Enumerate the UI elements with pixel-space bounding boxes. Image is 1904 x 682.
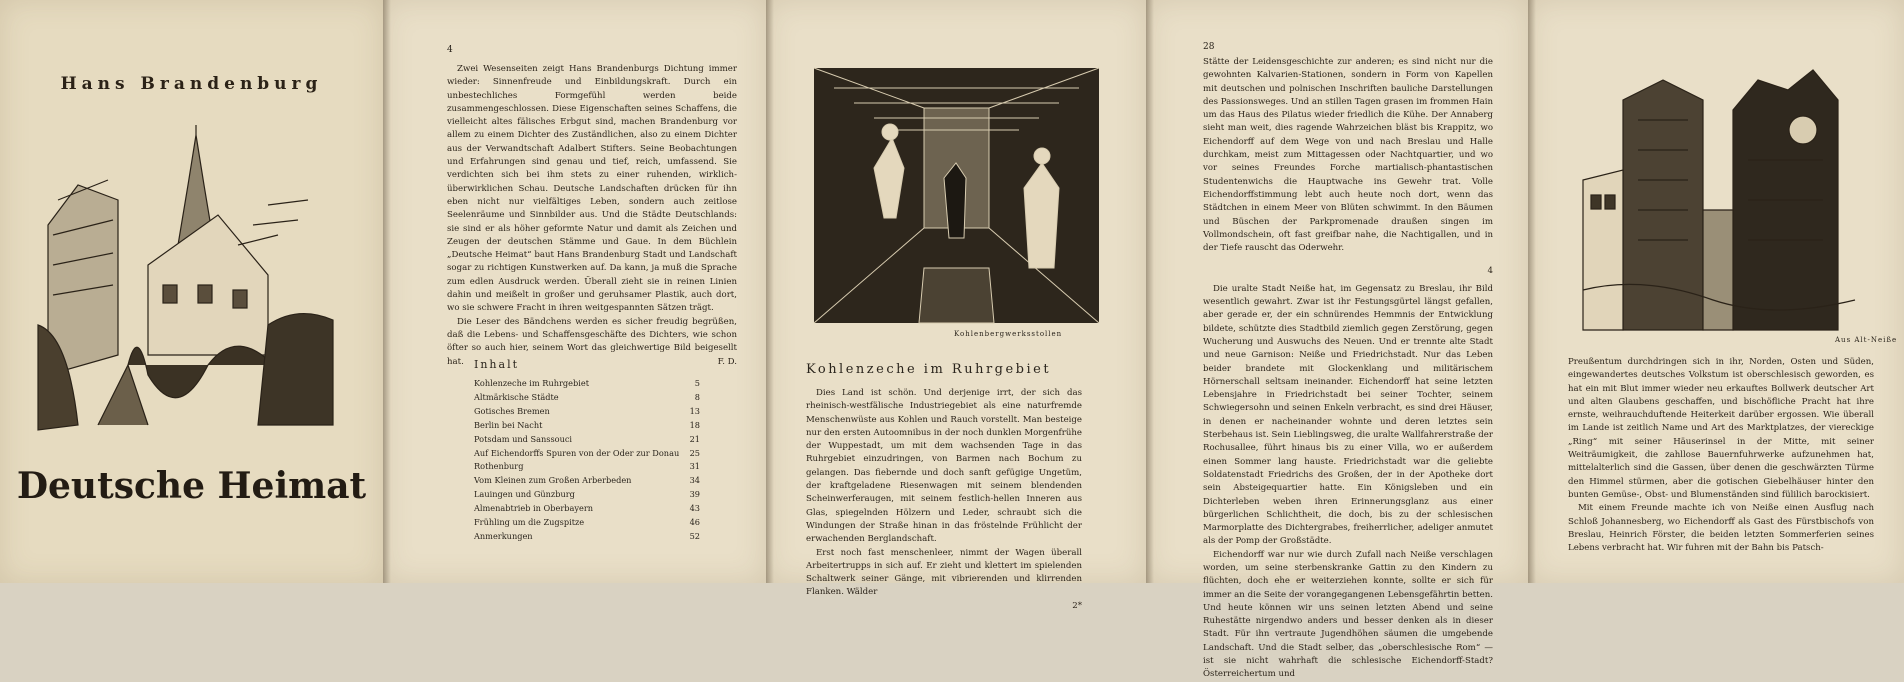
page-28-paragraph: Stätte der Leidensgeschichte zur anderen; es sind nicht nur die gewohnten Kalvarien-Stationen, sondern in Form von Kapellen mit deutschen und polnischen Inschriften bauliche Darstellungen des Passionsweges. Und an stillen Tagen grasen im frommen Hain um das Haus des Pilatus wieder friedlich die Kühe. Der Annaberg sieht man weit, dies ragende Wahrzeichen bläst bis Krappitz, wo Eichendorff auf dem Wege von und nach Breslau und Halle durchkam, meist zum Mittagessen oder Nachtquartier, und wo vor seines Freundes Forche martialisch-phantastischen Studentenwichs die Hauptwache ins Gewehr trat. Volle Eichendorffstimmung lebt auch heute noch dort, wenn das Städtchen in einem Meer von Blüten schwimmt. In den Bäumen und Büschen der Parkpromenade draußen singen im Vollmondschein, oft fast greifbar nahe, die Nachtigallen, und in der Tiefe rauscht das Oderwehr. xyxy=(1203,57,1493,254)
page-fold xyxy=(383,0,391,583)
page-28-text xyxy=(1203,56,1493,682)
toc-page: 18 xyxy=(689,419,700,430)
toc-page: 21 xyxy=(689,433,700,444)
toc-page: 34 xyxy=(689,475,700,486)
page-fold xyxy=(766,0,774,583)
table-of-contents xyxy=(474,377,700,544)
toc-title: Frühling um die Zugspitze xyxy=(474,517,585,528)
cover-page xyxy=(0,0,383,583)
toc-row xyxy=(474,516,700,530)
neisse-text xyxy=(1568,356,1874,555)
toc-row xyxy=(474,405,700,419)
toc-page: 52 xyxy=(689,530,700,541)
toc-page: 46 xyxy=(689,517,700,528)
page-fold xyxy=(1146,0,1154,583)
toc-row xyxy=(474,433,700,447)
toc-row xyxy=(474,530,700,544)
toc-page: 39 xyxy=(689,489,700,500)
toc-title: Vom Kleinen zum Großen Arberbeden xyxy=(474,475,632,486)
page-number: 28 xyxy=(1203,42,1215,52)
toc-title: Anmerkungen xyxy=(474,530,533,541)
chapter-text xyxy=(806,387,1082,613)
toc-title: Potsdam und Sanssouci xyxy=(474,433,573,444)
toc-page: 25 xyxy=(689,447,700,458)
toc-title: Lauingen und Günzburg xyxy=(474,489,575,500)
toc-row xyxy=(474,391,700,405)
toc-title: Almenabtrieb in Oberbayern xyxy=(474,503,594,514)
toc-title: Kohlenzeche im Ruhrgebiet xyxy=(474,378,589,388)
page-number: 4 xyxy=(447,45,453,55)
neisse-town-illustration xyxy=(1583,60,1855,332)
chapter-paragraph: Dies Land ist schön. Und derjenige irrt, der sich das rheinisch-westfälische Industriegebiet als eine naturfremde Menschenwüste aus Kohlen und Rauch vorstellt. Man besteige nur den ersten Autoomnibus in der noch dunklen Morgenfrühe der Wuppestadt, um mit dem wachsenden Tage in das Ruhrgebiet einzudringen, von Barmen nach Bochum zu gelangen. Das fiebernde und doch sanft gefügige Ungetüm, der kraftgeladene Riesenwagen mit seinem blendenden Scheinwerferaugen, mit seinem festlich-hellen Inneren aus Glas, spiegelnden Hölzern und Leder, schraubt sich die Windungen der Straße hinan in das fröstelnde Frühlicht der erwachenden Berglandschaft. xyxy=(806,388,1082,545)
toc-row xyxy=(474,460,700,474)
toc-page: 5 xyxy=(694,378,700,388)
toc-row xyxy=(474,419,700,433)
toc-row xyxy=(474,474,700,488)
neisse-illustration-caption: Aus Alt-Neiße xyxy=(1835,336,1898,344)
toc-title: Berlin bei Nacht xyxy=(474,419,543,430)
page-28-paragraph-2: Die uralte Stadt Neiße hat, im Gegensatz zu Breslau, ihr Bild wesentlich gewahrt. Zwar ist ihr Festungsgürtel längst gefallen, aber gerade er, der ein schnürendes Hemmnis der Entwicklung bildete, schützte dies Stadtbild ziemlich gegen Zerstörung, gegen Wucherung und Auswuchs des Neuen. Und er trennte alte Stadt und neue Garnison: Neiße und Friedrichstadt. Nur das Leben beider brandete mit Glockenklang und militärischem Hörnerschall seltsam ineinander. Eichendorff hat seine letzten Lebensjahre in Friedrichstadt bei seiner Tochter, seinem Schwiegersohn und seinen Enkeln verbracht, es sind drei Häuser, in denen er nacheinander wohnte und deren letztes sein Sterbehaus ist. Sein Lieblingsweg, die uralte Wallfahrerstraße der Rochusallee, führt hinaus bis zu einer Villa, wo er außerdem einen Sommer lang hauste. Friedrichstadt war die geliebte Soldatenstadt Friedrichs des Großen, der in der Apotheke dort sein Absteigequartier hatte. Ein Königsleben und ein Dichterleben weben ihren Erinnerungsglanz aus einer bürgerlichen Schlichtheit, die doch, bis zu der schlesischen Marmorplatte des Dichtergrabes, freiherrlicher, adeliger anmutet als der Pomp der Großstädte. xyxy=(1203,283,1493,547)
neisse-paragraph: Preußentum durchdringen sich in ihr, Norden, Osten und Süden, eingewandertes deutsches Volkstum ist oberschlesisch geworden, es hat ein mit Blut immer wieder neu erkauftes Bollwerk deutscher Art und alten Glaubens geschaffen, und bischöfliche Pracht hat ihre ernste, weihrauchduftende Heiterkeit darüber ergossen. Wie überall im Lande ist zeitlich Name und Art des Marktplatzes, der viereckige „Ring“ mit seiner Häuserinsel in der Mitte, mit seiner Weiträumigkeit, die zahllose Bauernfuhrwerke aufzunehmen hat, mittelalterlich sind die Gassen, über denen die geschwärzten Türme den Himmel stürmen, aber die gotischen Giebelhäuser hinter den bunten Gemüse-, Obst- und Blumenständen sind fülilich barockisiert. xyxy=(1568,357,1874,500)
neisse-page xyxy=(1528,0,1904,583)
page-fold xyxy=(1528,0,1536,583)
catchword: 2* xyxy=(1072,600,1082,611)
toc-page: 13 xyxy=(689,405,700,416)
toc-heading: Inhalt xyxy=(474,358,520,371)
intro-signature: F. D. xyxy=(717,356,737,367)
cover-town-illustration xyxy=(38,125,338,430)
toc-row xyxy=(474,447,700,461)
section-mark: 4 xyxy=(1487,266,1493,277)
intro-paragraph-2-text: Die Leser des Bändchens werden es sicher freudig begrüßen, daß die Lebens- und Schaffensgeschäfte des Dichters, wie schon öfter so auch hier, seinem Wort das gleichwertige Bild beigesellt hat. xyxy=(447,316,737,367)
chapter-paragraph-2: Erst noch fast menschenleer, nimmt der Wagen überall Arbeitertrupps in sich auf. Er zieht und klettert im spielenden Schaltwerk seiner Gänge, mit vibrierenden und klirrenden Flanken. Wälder xyxy=(806,547,1082,598)
intro-text xyxy=(447,63,737,369)
page-28 xyxy=(1146,0,1528,680)
mine-tunnel-illustration xyxy=(814,68,1099,323)
toc-title: Gotisches Bremen xyxy=(474,405,550,416)
page-28-paragraph-3: Eichendorff war nur wie durch Zufall nach Neiße verschlagen worden, um seine sterbenskranke Gattin zu den Kindern zu flüchten, doch ehe er weiterziehen konnte, sollte er sich für immer an die Seite der vorangegangenen Lebensgefährtin betten. Und heute können wir uns seinen letzten Abend und seine Ruhestätte nirgendwo anders und besser denken als in dieser Stadt. Für ihn vertraute Jugendhöhen säumen die umgebende Landschaft. Und die Stadt selber, das „oberschlesische Rom“ — ist sie nicht wahrhaft die schlesische Eichendorff-Stadt? Österreichertum und xyxy=(1203,549,1493,680)
toc-row xyxy=(474,488,700,502)
toc-page: 43 xyxy=(689,503,700,514)
toc-title: Rothenburg xyxy=(474,461,524,472)
chapter-title: Kohlenzeche im Ruhrgebiet xyxy=(806,362,1052,377)
cover-title: Deutsche Heimat xyxy=(16,465,367,507)
neisse-paragraph-2: Mit einem Freunde machte ich von Neiße einen Ausflug nach Schloß Johannesberg, wo Eichendorff als Gast des Fürstbischofs von Breslau, Heinrich Förster, die beiden letzten Sommerferien seines Lebens verbracht hat. Wir fuhren mit der Bahn bis Patsch- xyxy=(1568,503,1874,554)
mine-illustration-caption: Kohlenbergwerksstollen xyxy=(954,330,1063,338)
cover-author: Hans Brandenburg xyxy=(60,74,323,94)
toc-title: Altmärkische Städte xyxy=(474,391,559,402)
toc-page: 31 xyxy=(689,461,700,472)
toc-title: Auf Eichendorffs Spuren von der Oder zur Donau xyxy=(474,447,680,458)
toc-row xyxy=(474,377,700,391)
toc-page: 8 xyxy=(694,391,700,402)
intro-paragraph: Zwei Wesenseiten zeigt Hans Brandenburgs Dichtung immer wieder: Sinnenfreude und Einbildungskraft. Durch ein unbestechliches Formgefühl werden beide zusammengeschlossen. Diese Eigenschaften seines Schaffens, die vielleicht altes fälisches Erbgut sind, machen Brandenburg vor allem zu einem Dichter des Zuständlichen, also zu einem Dichter aus der Verwandtschaft Adalbert Stifters. Seine Beobachtungen und Erfahrungen sind genau und tief, reich, umfassend. Sie verdichten sich bei ihm stets zu einer ruhenden, wirklich-überwirklichen Schau. Deutsche Landschaften drücken für ihn eben nicht nur vielfältiges Leben, sondern auch zeitlose Seelenräume und Sinnbilder aus. Und die Städte Deutschlands: sie sind er als höher geformte Natur und damit als Zeichen und Zeugen der deutschen Stämme und Gaue. In dem Büchlein „Deutsche Heimat“ baut Hans Brandenburg Stadt und Landschaft sogar zu richtigen Kunstwerken auf. Da kann, ja muß die Sprache zum edlen Ausdruck werden. Überall zieht sie in reinen Linien dahin und meißelt in großer und geruhsamer Plastik, auch dort, wo sie schwere Fracht in ihren weitgespannten Sätzen trägt. xyxy=(447,64,737,314)
toc-row xyxy=(474,502,700,516)
